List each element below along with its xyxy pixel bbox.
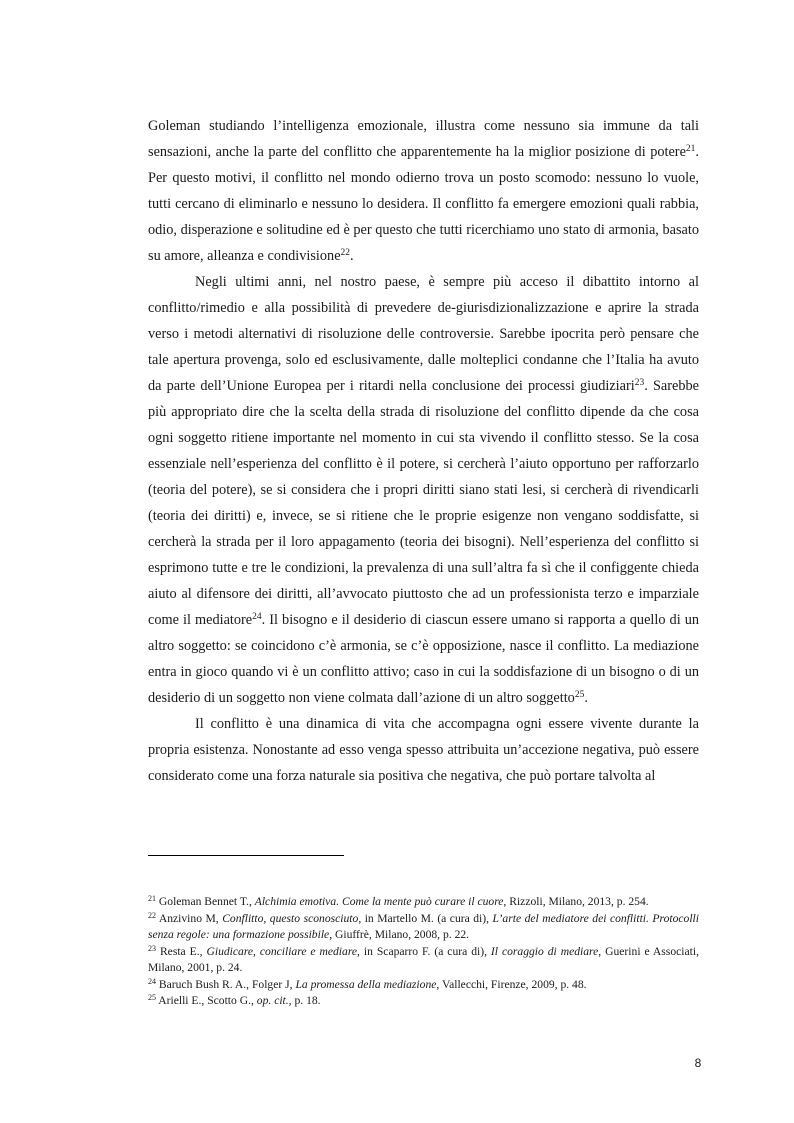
footnote-ref-22[interactable]: 22 [340,248,351,258]
paragraph-1: Goleman studiando l’intelligenza emozionale, illustra come nessuno sia immune da tali sensazioni, anche la parte del conflitto che apparentemente ha la miglior posizione di potere$^{21}$. Per questo motivi, il conflitto nel mondo odierno trova un posto scomodo: nessuno lo vuole, tutti cercano di eliminarlo e nessuno lo desidera. Il conflitto fa emergere emozioni quali rabbia, odio, disperazione e solitudine ed è per questo che tutti ricerchiamo uno stato di armonia, basato su amore, alleanza e condivisione$^{22}$. [148,118,699,264]
body-text [148,113,699,789]
footnote-ref-24[interactable]: 24 [252,612,262,622]
footnote-ref-23[interactable]: 23 [634,378,645,388]
footnotes [148,894,699,1010]
footnote-24: $^{24}$ Baruch Bush R. A., Folger J, La promessa della mediazione, Vallecchi, Firenze, 2009, p. 48. [148,976,587,991]
footnote-22: $^{22}$ Anzivino M, Conflitto, questo sconosciuto, in Martello M. (a cura di), L’arte del mediatore dei conflitti. Protocolli senza regole: una formazione possibile, Giuffrè, Milano, 2008, p. 22. [148,910,699,941]
footnote-25: $^{25}$ Arielli E., Scotto G., op. cit., p. 18. [148,993,321,1007]
footnote-23: $^{23}$ Resta E., Giudicare, conciliare e mediare, in Scaparro F. (a cura di), Il coraggio di mediare, Guerini e Associati, Milano, 2001, p. 24. [148,943,699,974]
page-number: 8 [694,1056,702,1070]
footnote-21: $^{21}$ Goleman Bennet T., Alchimia emotiva. Come la mente può curare il cuore, Rizzoli, Milano, 2013, p. 254. [148,894,649,908]
footnote-ref-21[interactable]: 21 [685,144,696,154]
footnote-ref-25[interactable]: 25 [574,690,585,700]
paragraph-2: Negli ultimi anni, nel nostro paese, è sempre più acceso il dibattito intorno al conflitto/rimedio e alla possibilità di prevedere de-giurisdizionalizzazione e aprire la strada verso i metodi alternativi di risoluzione delle controversie. Sarebbe ipocrita però pensare che tale apertura provenga, solo ed esclusivamente, dalle molteplici condanne che l’Italia ha avuto da parte dell’Unione Europea per i ritardi nella conclusione dei processi giudiziari$^{23}$. Sarebbe più appropriato dire che la scelta della strada di risoluzione del conflitto dipende da che cosa ogni soggetto ritiene importante nel momento in cui sta vivendo il conflitto stesso. Se la cosa essenziale nell’esperienza del conflitto è il potere, si cercherà l’aiuto opportuno per rafforzarlo (teoria del potere), se si considera che i propri diritti siano stati lesi, si cercherà di rivendicarli (teoria dei diritti) e, invece, se si ritiene che le proprie esigenze non vengano soddisfatte, si cercherà la strada per il loro appagamento (teoria dei bisogni). Nell’esperienza del conflitto si esprimono tutte e tre le condizioni, la prevalenza di una sull’altra fa sì che il configgente chieda aiuto al difensore dei diritti, all’avvocato piuttosto che ad un professionista terzo e imparziale come il mediatore$^{24}$. Il bisogno e il desiderio di ciascun essere umano si rapporta a quello di un altro soggetto: se coincidono c’è armonia, se c’è opposizione, nasce il conflitto. La mediazione entra in gioco quando vi è un conflitto attivo; caso in cui la soddisfazione di un bisogno o di un desiderio di un soggetto non viene colmata dall’azione di un altro soggetto$^{25}$. [148,274,700,706]
footnote-separator [148,855,344,856]
paragraph-3: Il conflitto è una dinamica di vita che accompagna ogni essere vivente durante la propria esistenza. Nonostante ad esso venga spesso attribuita un’accezione negativa, può essere considerato come una forza naturale sia positiva che negativa, che può portare talvolta al [148,716,699,784]
